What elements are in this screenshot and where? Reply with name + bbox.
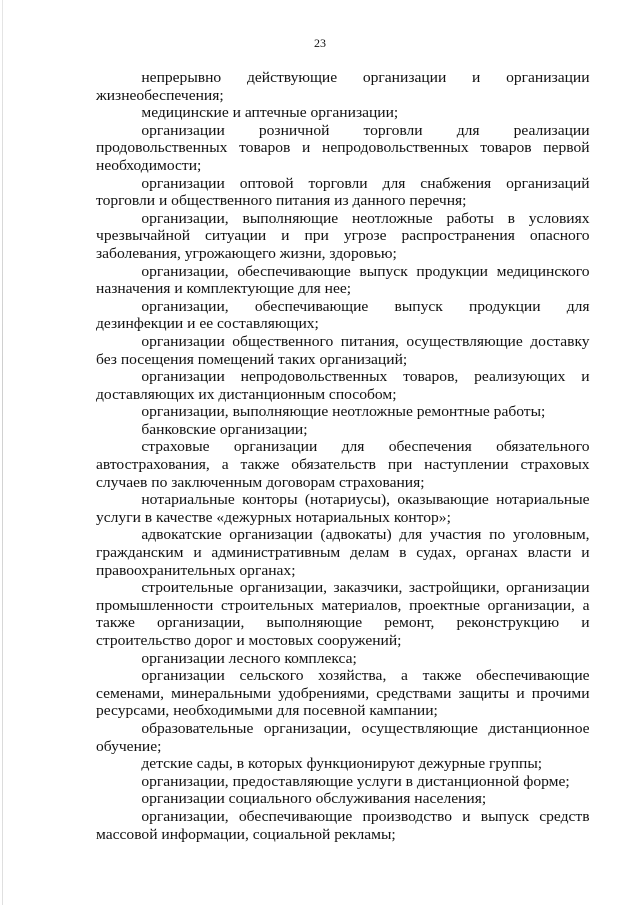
list-item: непрерывно действующие организации и организации жизнеобеспечения; — [96, 70, 590, 104]
list-item: банковские организации; — [141, 421, 308, 438]
list-item: организации общественного питания, осуществляющие доставку без посещения помещений таких организаций; — [96, 333, 590, 368]
list-item: организации, обеспечивающие выпуск продукции медицинского назначения и комплектующие для нее; — [96, 263, 590, 298]
list-item: организации, обеспечивающие производство и выпуск средств массовой информации, социальной рекламы; — [96, 808, 590, 843]
document-body — [96, 70, 590, 844]
list-item: строительные организации, заказчики, застройщики, организации промышленности строительных материалов, проектные организации, а также организации, выполняющие ремонт, реконструкцию и строительство дорог и мостовых сооружений; — [96, 580, 590, 649]
list-item: организации, обеспечивающие выпуск продукции для дезинфекции и ее составляющих; — [96, 298, 590, 333]
list-item: медицинские и аптечные организации; — [141, 105, 399, 122]
list-item: организации, выполняющие неотложные работы в условиях чрезвычайной ситуации и при угрозе распространения опасного заболевания, угрожающего жизни, здоровью; — [96, 210, 590, 262]
list-item: детские сады, в которых функционируют дежурные группы; — [141, 756, 543, 773]
list-item: организации лесного комплекса; — [141, 650, 357, 667]
list-item: организации розничной торговли для реализации продовольственных товаров и непродовольственных товаров первой необходимости; — [96, 122, 590, 174]
list-item: организации, предоставляющие услуги в дистанционной форме; — [141, 773, 570, 790]
list-item: образовательные организации, осуществляющие дистанционное обучение; — [96, 720, 590, 755]
list-item: нотариальные конторы (нотариусы), оказывающие нотариальные услуги в качестве «дежурных нотариальных контор»; — [96, 492, 590, 526]
list-item: организации социального обслуживания населения; — [141, 791, 487, 808]
page-number: 23 — [314, 36, 326, 50]
list-item: адвокатские организации (адвокаты) для участия по уголовным, гражданским и административным делам в судах, органах власти и правоохранительных органах; — [96, 527, 590, 579]
list-item: организации оптовой торговли для снабжения организаций торговли и общественного питания из данного перечня; — [96, 175, 590, 210]
list-item: организации непродовольственных товаров, реализующих и доставляющих их дистанционным способом; — [96, 369, 590, 403]
scan-edge-line — [2, 0, 3, 905]
list-item: страховые организации для обеспечения обязательного автострахования, а также обязательств при наступлении страховых случаев по заключенным договорам страхования; — [96, 439, 590, 491]
list-item: организации сельского хозяйства, а также обеспечивающие семенами, минеральными удобрениями, средствами защиты и прочими ресурсами, необходимыми для посевной кампании; — [96, 668, 590, 720]
list-item: организации, выполняющие неотложные ремонтные работы; — [141, 404, 546, 421]
